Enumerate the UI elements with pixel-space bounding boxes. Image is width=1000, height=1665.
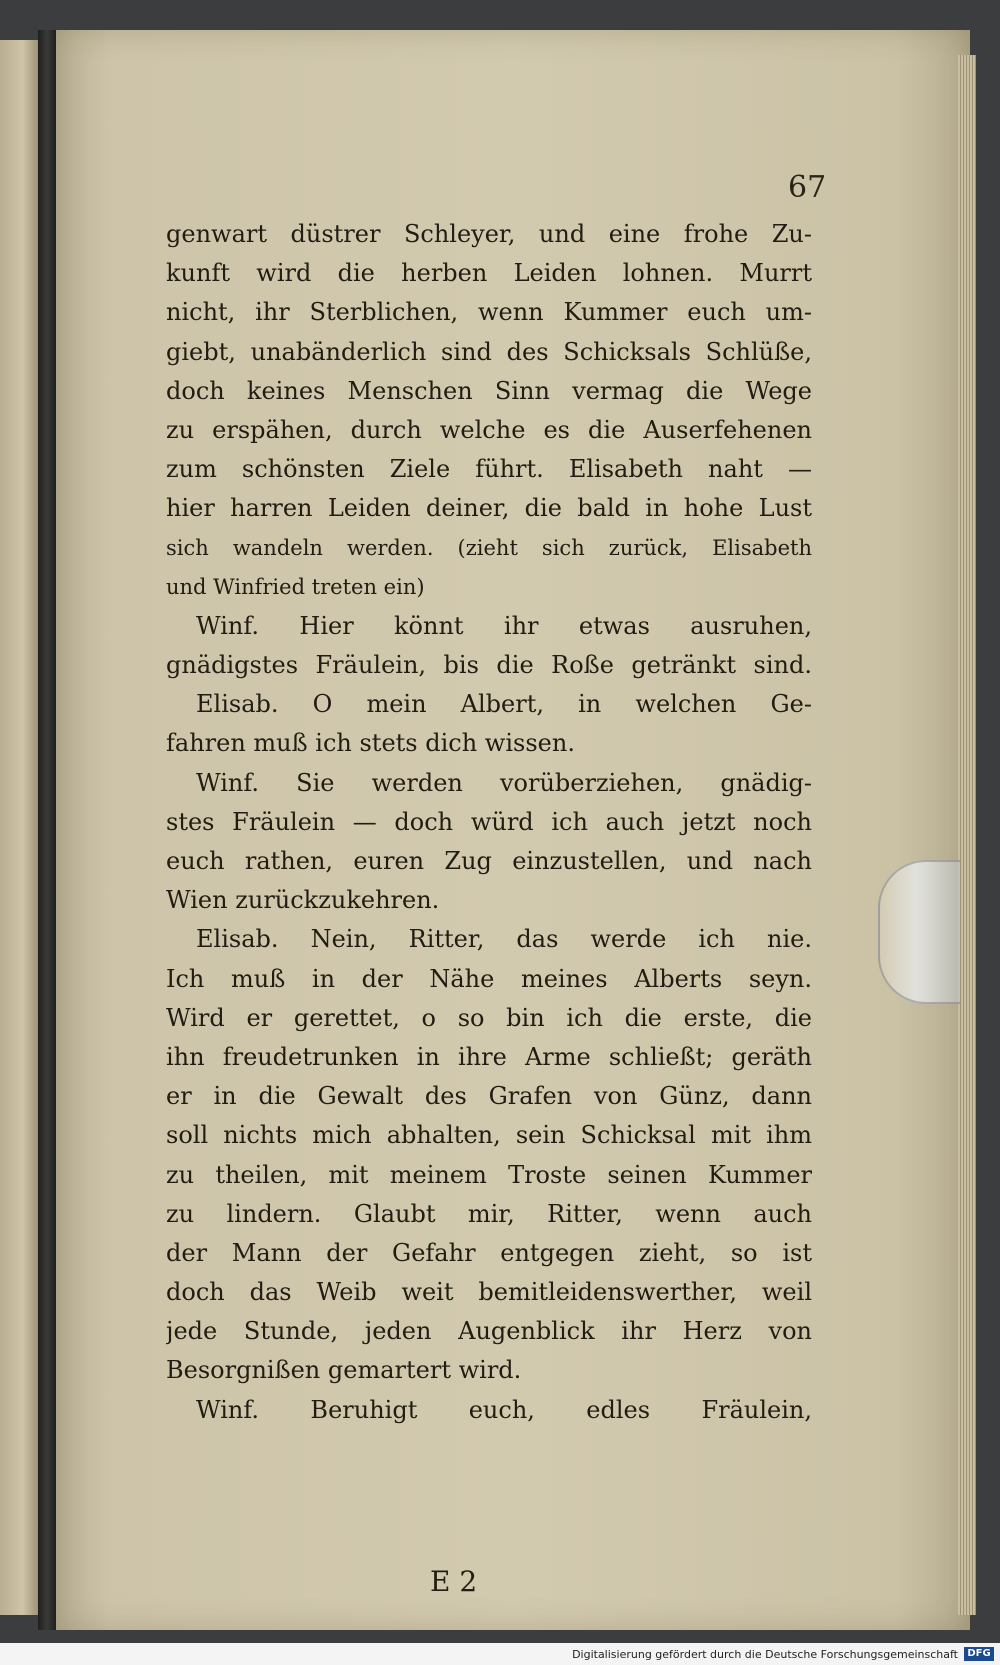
body-text — [166, 215, 812, 1430]
text-line: euch rathen, euren Zug einzustellen, und nach — [166, 847, 812, 875]
speaker-line: Winf. Sie werden vorüberziehen, gnädig- — [196, 768, 812, 797]
text-line: fahren muß ich stets dich wissen. — [166, 729, 575, 758]
text-line: Wien zurückzukehren. — [166, 886, 440, 915]
text-line: kunft wird die herben Leiden lohnen. Murrt — [166, 259, 812, 288]
text-line: der Mann der Gefahr entgegen zieht, so ist — [166, 1238, 812, 1267]
text-line: Ich muß in der Nähe meines Alberts seyn. — [166, 964, 812, 993]
text-line: genwart düstrer Schleyer, und eine frohe Zu- — [166, 220, 812, 248]
text-line: jede Stunde, jeden Augenblick ihr Herz von — [166, 1317, 812, 1346]
text-line: er in die Gewalt des Grafen von Günz, dann — [166, 1082, 812, 1111]
speaker-line: Winf. Beruhigt euch, edles Fräulein, — [196, 1395, 812, 1424]
text-line: gnädigstes Fräulein, bis die Roße getränkt sind. — [166, 651, 812, 680]
text-line: ihn freudetrunken in ihre Arme schließt; geräth — [166, 1042, 812, 1071]
book-gutter — [38, 30, 56, 1630]
text-line: Wird er gerettet, o so bin ich die erste, die — [166, 1003, 812, 1032]
footer-credit: Digitalisierung gefördert durch die Deutsche Forschungsgemeinschaft — [572, 1648, 958, 1661]
text-line: stes Fräulein — doch würd ich auch jetzt noch — [166, 807, 812, 836]
page-stack-edge — [958, 55, 976, 1615]
text-line: nicht, ihr Sterblichen, wenn Kummer euch um- — [166, 298, 812, 327]
speaker-line: Elisab. O mein Albert, in welchen Ge- — [196, 690, 812, 719]
text-line: zum schönsten Ziele führt. Elisabeth naht — — [166, 455, 812, 484]
stage-direction-line: und Winfried treten ein) — [166, 574, 425, 599]
speaker-line: Elisab. Nein, Ritter, das werde ich nie. — [196, 925, 812, 954]
text-line: doch das Weib weit bemitleidenswerther, weil — [166, 1278, 812, 1307]
text-line: zu erspähen, durch welche es die Auserfehenen — [166, 415, 812, 444]
signature-mark: E 2 — [430, 1565, 478, 1598]
text-line: giebt, unabänderlich sind des Schicksals Schlüße, — [166, 337, 812, 366]
text-line: zu lindern. Glaubt mir, Ritter, wenn auch — [166, 1199, 812, 1228]
stage-direction-line: sich wandeln werden. (zieht sich zurück, Elisabeth — [166, 535, 812, 560]
text-line: doch keines Menschen Sinn vermag die Wege — [166, 376, 812, 405]
dfg-logo: DFG — [964, 1647, 994, 1661]
speaker-line: Winf. Hier könnt ihr etwas ausruhen, — [196, 611, 812, 640]
text-line: hier harren Leiden deiner, die bald in hohe Lust — [166, 494, 812, 523]
facing-page-edge — [0, 40, 38, 1615]
text-line: Besorgnißen gemartert wird. — [166, 1356, 522, 1385]
page-number: 67 — [788, 170, 827, 205]
text-line: zu theilen, mit meinem Troste seinen Kummer — [166, 1160, 812, 1189]
page-clip — [878, 860, 960, 1004]
text-line: soll nichts mich abhalten, sein Schicksal mit ihm — [166, 1121, 812, 1150]
